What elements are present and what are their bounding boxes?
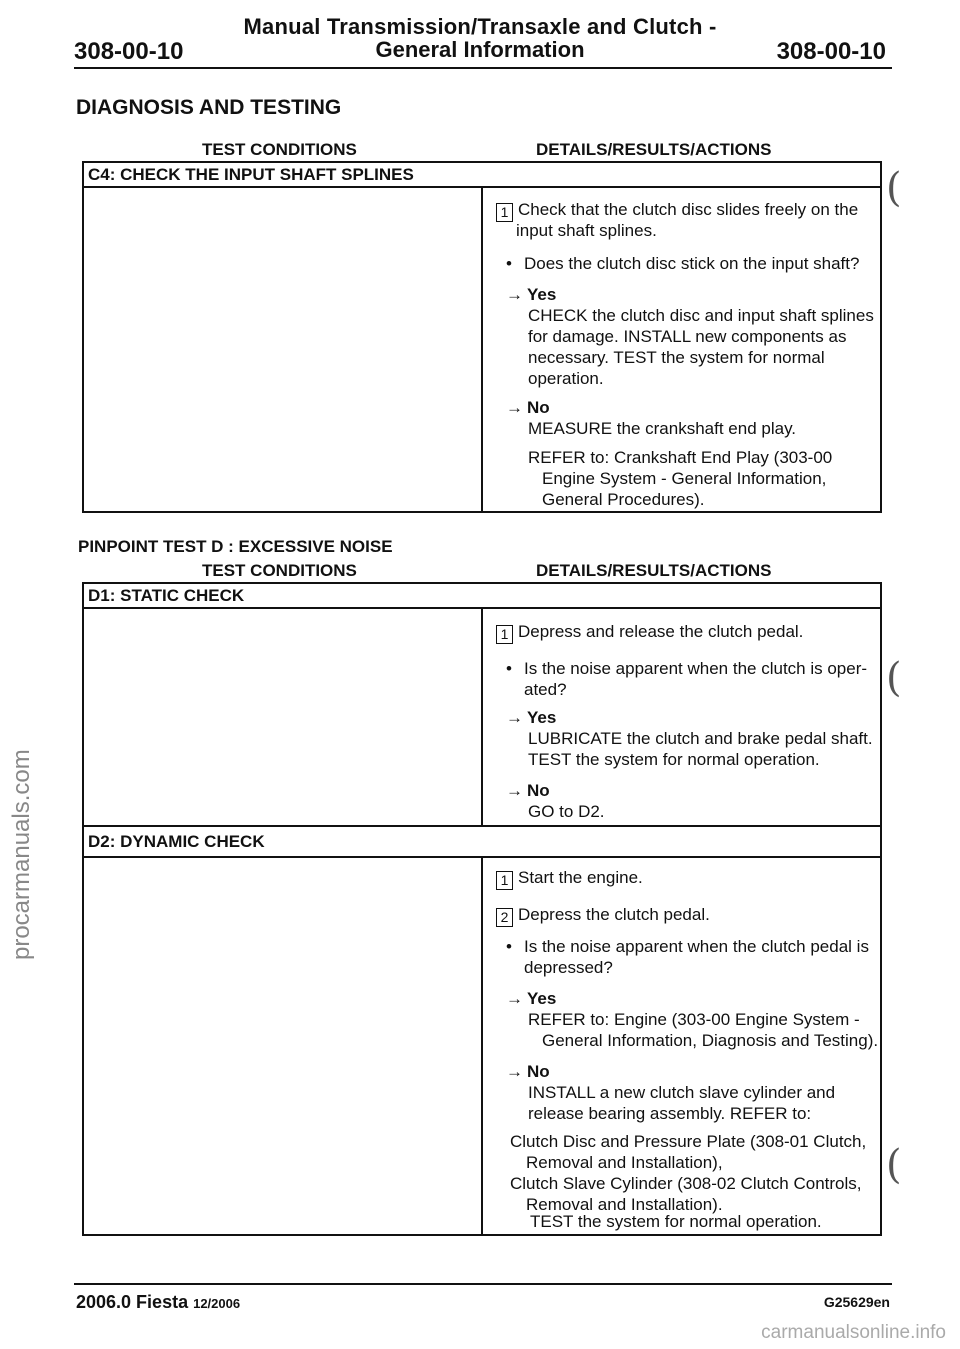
table2-d2-reference: Clutch Slave Cylinder (308-02 Clutch Controls, xyxy=(510,1174,862,1193)
table2-d1-no-text: GO to D2. xyxy=(528,802,605,821)
no-arrow-icon: → xyxy=(506,1062,523,1081)
table2-d2-top-rule xyxy=(82,825,882,827)
table2-d2-reference: Removal and Installation). xyxy=(526,1195,723,1214)
table2-d2-question: depressed? xyxy=(524,958,613,977)
step-number-box: 1 xyxy=(496,203,513,222)
table2-d2-no-label: No xyxy=(527,1062,550,1081)
table1-no-text: MEASURE the crankshaft end play. xyxy=(528,419,797,438)
footer-rule xyxy=(74,1283,892,1285)
section-name: General Information xyxy=(375,37,585,62)
table2-d2-action-1: 1 Start the engine. xyxy=(496,867,643,890)
yes-arrow-icon: → xyxy=(506,708,523,727)
table2-d1-column-divider xyxy=(481,607,483,825)
step-number-box: 1 xyxy=(496,871,513,890)
table2-d1-question: Is the noise apparent when the clutch is oper- xyxy=(524,659,868,678)
table2-d1-yes-label: Yes xyxy=(527,708,557,727)
table1-column-divider xyxy=(481,186,483,513)
margin-mark: ( xyxy=(886,165,902,211)
margin-mark: ( xyxy=(886,1142,902,1188)
table1-reference: REFER to: Crankshaft End Play (303-00 xyxy=(528,448,833,467)
table1-yes-text: for damage. INSTALL new components as xyxy=(528,327,847,346)
table1-col-test-conditions: TEST CONDITIONS xyxy=(202,140,357,159)
table2-d2-action-2: 2 Depress the clutch pedal. xyxy=(496,904,710,927)
bottom-watermark: carmanualsonline.info xyxy=(761,1322,946,1343)
page-number-left: 308-00-10 xyxy=(74,38,184,65)
table2-d1-question: ated? xyxy=(524,680,567,699)
table2-d1-title: D1: STATIC CHECK xyxy=(88,586,245,605)
footer-code: G25629en xyxy=(823,1294,890,1310)
table1-step-title: C4: CHECK THE INPUT SHAFT SPLINES xyxy=(88,165,414,184)
table2-d1-yes-text: TEST the system for normal operation. xyxy=(528,750,820,769)
bullet-icon: • xyxy=(506,937,512,956)
table1-reference: Engine System - General Information, xyxy=(542,469,827,488)
table2-d2-no-text: INSTALL a new clutch slave cylinder and xyxy=(528,1083,836,1102)
no-arrow-icon: → xyxy=(506,781,523,800)
table2-col-test-conditions: TEST CONDITIONS xyxy=(202,561,357,580)
table2-d2-question: Is the noise apparent when the clutch pedal is xyxy=(524,937,869,956)
table2-d1-action: 1 Depress and release the clutch pedal. xyxy=(496,621,803,644)
table1-yes-text: operation. xyxy=(528,369,604,388)
table1-action-1-cont: input shaft splines. xyxy=(516,221,657,240)
table2-d2-reference: Removal and Installation), xyxy=(526,1153,723,1172)
page-number-right: 308-00-10 xyxy=(776,38,886,65)
footer-date: 12/2006 xyxy=(193,1296,241,1311)
bullet-icon: • xyxy=(506,659,512,678)
table1-action-1: 1 Check that the clutch disc slides freely on the xyxy=(496,199,858,222)
bullet-icon: • xyxy=(506,254,512,273)
table2-d1-yes-text: LUBRICATE the clutch and brake pedal shaft. xyxy=(528,729,873,748)
table2-d2-yes-label: Yes xyxy=(527,989,557,1008)
table1-reference: General Procedures). xyxy=(542,490,705,509)
table2-d1-no-label: No xyxy=(527,781,550,800)
table2-d2-title: D2: DYNAMIC CHECK xyxy=(88,832,265,851)
step-number-box: 1 xyxy=(496,625,513,644)
table1-question: Does the clutch disc stick on the input shaft? xyxy=(524,254,860,273)
document-title: Manual Transmission/Transaxle and Clutch - xyxy=(243,14,717,39)
table2-d2-no-text: release bearing assembly. REFER to: xyxy=(528,1104,812,1123)
table2-d2-yes-text: General Information, Diagnosis and Testing). xyxy=(542,1031,879,1050)
section-title: DIAGNOSIS AND TESTING xyxy=(76,96,342,119)
step-number-box: 2 xyxy=(496,908,513,927)
table2-d2-column-divider xyxy=(481,856,483,1236)
table1-yes-label: Yes xyxy=(527,285,557,304)
table2-d2-reference: Clutch Disc and Pressure Plate (308-01 Clutch, xyxy=(510,1132,867,1151)
footer-model xyxy=(76,1292,240,1313)
table2-col-details: DETAILS/RESULTS/ACTIONS xyxy=(536,561,772,580)
header-rule xyxy=(74,67,892,69)
table2-d2-reference: TEST the system for normal operation. xyxy=(530,1212,822,1231)
yes-arrow-icon: → xyxy=(506,989,523,1008)
table2-d2-yes-text: REFER to: Engine (303-00 Engine System - xyxy=(528,1010,860,1029)
footer-model-name: 2006.0 Fiesta xyxy=(76,1292,189,1312)
table1-yes-text: CHECK the clutch disc and input shaft splines xyxy=(528,306,874,325)
pinpoint-test-title: PINPOINT TEST D : EXCESSIVE NOISE xyxy=(78,537,393,556)
margin-mark: ( xyxy=(886,655,902,701)
table1-no-label: No xyxy=(527,398,550,417)
table1-col-details: DETAILS/RESULTS/ACTIONS xyxy=(536,140,772,159)
table1-yes-text: necessary. TEST the system for normal xyxy=(528,348,825,367)
yes-arrow-icon: → xyxy=(506,285,523,304)
no-arrow-icon: → xyxy=(506,398,523,417)
side-watermark: procarmanuals.com xyxy=(8,749,35,960)
